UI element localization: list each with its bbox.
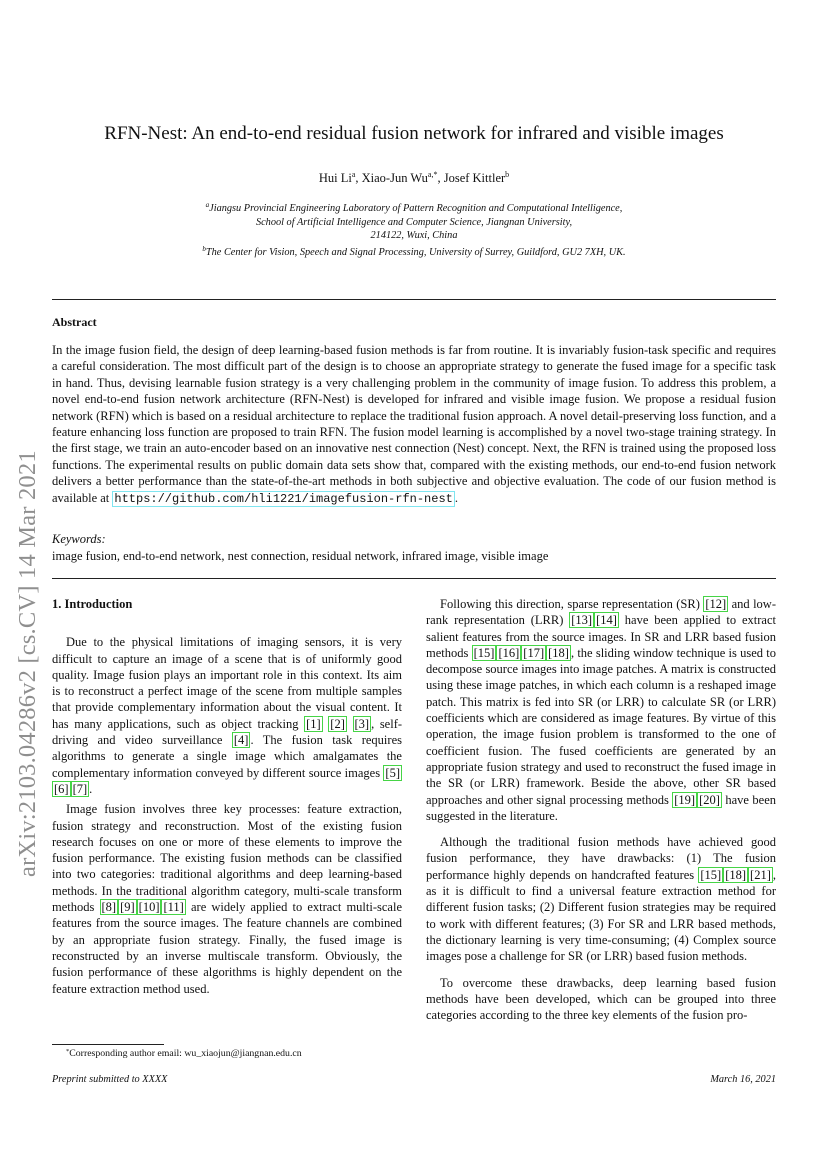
- text-run: have been suggested in the literature.: [426, 792, 776, 823]
- citation-link[interactable]: [3]: [354, 716, 370, 731]
- footer-preprint-note: Preprint submitted to XXXX: [52, 1074, 168, 1085]
- keywords-divider: [52, 578, 776, 579]
- top-divider: [52, 299, 776, 300]
- text-run: , as it is difficult to find a universal feature extraction method for different fusion tasks; (2) Different fusion strategies may be required to work with different features; (3) For SR and LRR based methods, the dictionary learning is very time-consuming; (4) Complex source images pose a challenge for SR (or LRR) based fusion methods.: [426, 867, 776, 964]
- footnote-divider: [52, 1044, 164, 1045]
- section-heading: 1. Introduction: [52, 597, 133, 611]
- author-name: Hui Li: [318, 171, 352, 185]
- affil-a-line: Jiangsu Provincial Engineering Laboratory of Pattern Recognition and Computational Intelligence,: [209, 203, 623, 214]
- author-list: Hui Li$^a$, Xiao-Jun $Wu^{a,*}$, Josef Kittler$^b$: [318, 170, 510, 185]
- citation-link[interactable]: [4]: [233, 733, 249, 748]
- affiliations: [52, 199, 776, 259]
- intro-paragraph: [426, 834, 776, 964]
- intro-paragraph: [52, 801, 402, 997]
- author-affil-mark: a,*: [427, 170, 438, 179]
- affil-a-line: 214122, Wuxi, China: [370, 230, 458, 241]
- intro-paragraph: To overcome these drawbacks, deep learning based fusion methods have been developed, which can be grouped into three categories according to the three key elements of the fusion pro-: [426, 975, 776, 1023]
- citation-link[interactable]: [12]: [705, 597, 727, 611]
- citation-link[interactable]: [7]: [72, 781, 88, 796]
- abstract-heading: Abstract: [52, 315, 97, 329]
- citation-link[interactable]: [15]: [700, 867, 722, 882]
- citation-link[interactable]: [16]: [498, 645, 520, 660]
- code-link[interactable]: https://github.com/hli1221/imagefusion-rfn-nest: [114, 491, 453, 506]
- text-run: are widely applied to extract multi-scale features from the source images. The feature channels are combined by an appropriate fusion strategy. Finally, the fused image is reconstructed by an inverse multiscale transform. Obviously, the fusion performance of these algorithms is highly dependent on the feature extraction method used.: [52, 900, 402, 996]
- citation-link[interactable]: [2]: [330, 716, 345, 731]
- text-run: , self-driving and video surveillance: [52, 716, 403, 748]
- citation-link[interactable]: [1]: [306, 716, 321, 731]
- text-run: . The fusion task requires algorithms to generate a single image which amalgamates the complementary information conveyed by different source images: [52, 733, 402, 780]
- citation-link[interactable]: [20]: [699, 792, 720, 807]
- author-name: Josef Kittler: [443, 171, 506, 185]
- citation-link[interactable]: [18]: [725, 867, 747, 882]
- author-affil-mark: b: [505, 170, 510, 179]
- affil-b-line: The Center for Vision, Speech and Signal Processing, University of Surrey, Guildford, GU2 7XH, UK.: [205, 246, 626, 258]
- author-name: Xiao-Jun Wu: [361, 171, 428, 185]
- affil-a-line: School of Artificial Intelligence and Computer Science, Jiangnan University,: [255, 216, 573, 228]
- paper-title: RFN-Nest: An end-to-end residual fusion network for infrared and visible images: [104, 123, 724, 144]
- abstract-end: .: [454, 490, 458, 505]
- citation-link[interactable]: [17]: [523, 645, 545, 660]
- text-run: Image fusion involves three key processes: feature extraction, fusion strategy and reconstruction. Most of the existing fusion research focuses on one or more of these elements to improve the fusion performance. The existing fusion methods can be classified into two categories: traditional algorithms and deep learning-based methods. In the traditional algorithm category, multi-scale transform methods: [52, 802, 402, 915]
- abstract-text: In the image fusion field, the design of deep learning-based fusion methods is far from routine. It is invariably fusion-task specific and requires a careful consideration. The most difficult part of the design is to choose an appropriate strategy to generate the fused image for a specific task in hand. Thus, devising learnable fusion strategy is a very challenging problem in the community of image fusion. To address this problem, a novel end-to-end fusion network architecture (RFN-Nest) is developed for infrared and visible image fusion. We propose a residual fusion network (RFN) which is based on a residual architecture to replace the traditional fusion approach. A novel detail-preserving loss function, and a feature enhancing loss function are proposed to train RFN. The fusion model learning is accomplished by a novel two-stage training strategy. In the first stage, we train an auto-encoder based on an innovative nest connection (Nest) concept. Next, the RFN is trained using the proposed loss functions. The experimental results on public domain data sets show that, compared with the existing methods, our end-to-end fusion network delivers a better performance than the state-of-the-art methods in both subjective and objective evaluation. The code of our fusion method is available at: [52, 343, 776, 505]
- right-column: [426, 596, 776, 1033]
- citation-link[interactable]: [5]: [385, 765, 400, 780]
- text-run: and low-rank representation (LRR): [426, 597, 776, 628]
- citation-link[interactable]: [15]: [473, 645, 495, 660]
- citation-link[interactable]: [13]: [571, 613, 593, 628]
- footnote-mark: *: [66, 1048, 70, 1055]
- text-run: Although the traditional fusion methods have achieved good fusion performance, they have drawbacks: (1) The fusion performance highly depends on handcrafted features: [426, 835, 776, 882]
- text-run: .: [89, 781, 93, 796]
- citation-link[interactable]: [8]: [101, 900, 117, 915]
- footnote: [66, 1048, 302, 1059]
- text-run: , the sliding window technique is used to decompose source images into image patches. A matrix is constructed using these image patches, in which each column is a reshaped image patch. This matrix is fed into SR (or LRR) to calculate SR (or LRR) coefficients which are considered as image features. By virtue of this operation, the image fusion problem is transformed to the one of coefficient fusion. The fused coefficients are generated by an appropriate fusion strategy and used to reconstruct the fused image in the SR (or LRR) framework. Beside the above, other SR based approaches and other signal processing methods: [426, 645, 776, 807]
- footnote-text: Corresponding author email: wu_xiaojun@jiangnan.edu.cn: [69, 1048, 302, 1059]
- citation-link[interactable]: [14]: [596, 613, 617, 628]
- citation-link[interactable]: [10]: [138, 900, 160, 915]
- arxiv-identifier: arXiv:2103.04286v2 [cs.CV] 14 Mar 2021: [14, 450, 41, 877]
- intro-paragraph: [52, 634, 402, 797]
- affil-label: a: [205, 201, 210, 209]
- citation-link[interactable]: [9]: [120, 900, 135, 915]
- intro-paragraph: [426, 596, 776, 824]
- citation-link[interactable]: [11]: [163, 900, 184, 915]
- footer-date: March 16, 2021: [710, 1074, 776, 1085]
- citation-link[interactable]: [19]: [674, 792, 696, 807]
- text-run: Due to the physical limitations of imaging sensors, it is very difficult to capture an image of a scene that is of uniformly good quality. Image fusion plays an important role in this context. Its aim is to reconstruct a perfect image of the scene from multiple samples that provide complementary information about the visual content. It has many applications, such as object tracking: [52, 635, 402, 731]
- citation-link[interactable]: [6]: [54, 781, 69, 796]
- citation-link[interactable]: [21]: [750, 867, 771, 882]
- left-column: [52, 596, 402, 1001]
- abstract-body: [52, 342, 776, 507]
- keywords-heading: Keywords:: [52, 532, 106, 546]
- citation-link[interactable]: [18]: [548, 645, 569, 660]
- text-run: Following this direction, sparse representation (SR): [440, 597, 704, 611]
- keywords-list: image fusion, end-to-end network, nest connection, residual network, infrared image, visible image: [52, 549, 549, 563]
- affil-label: b: [202, 244, 206, 253]
- author-affil-mark: a: [351, 170, 356, 179]
- text-run: have been applied to extract salient features from the source images. In SR and LRR based fusion methods: [426, 613, 776, 660]
